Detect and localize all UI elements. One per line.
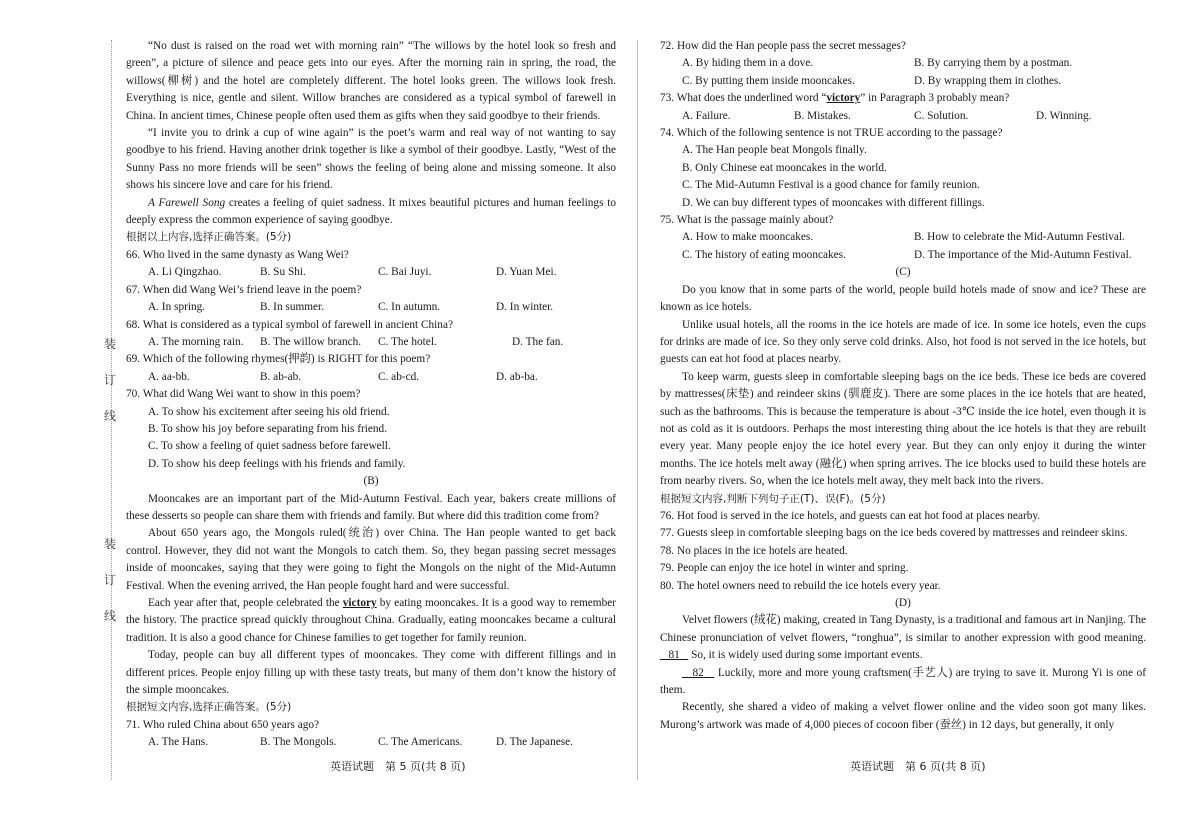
option: B. The Mongols. — [260, 736, 337, 749]
option: C. Bai Juyi. — [378, 266, 432, 279]
ice-hotel-paragraph-2: Unlike usual hotels, all the rooms in the ice hotels are made of ice. In some ice hotels, even the cups for drinks are made of ice. So they only serve cold drinks. Also, hot food is not served in the ice hotels, but guests can eat hot food at places nearby. — [660, 318, 1146, 366]
option: C. The Mid-Autumn Festival is a good chance for family reunion. — [682, 179, 980, 192]
option: A. In spring. — [148, 301, 206, 314]
blank-82[interactable]: 82 — [692, 666, 704, 679]
poem-analysis-paragraph-1: “No dust is raised on the road wet with morning rain” “The willows by the hotel look so fresh and green”, a picture of silence and peace gets into our eyes. After the morning rain in spring, the road, the willows(柳树) and the hotel are completely different. The hotel looks green. The willows look fresh. Everything is nice, gentle and silent. Willow branches are considered as a typical symbol of farewell in China. In ancient times, Chinese people often used them as gifts when they said goodbye to their friends. — [126, 40, 616, 122]
paragraph-text: creates a feeling of quiet sadness. It mixes beautiful pictures and human feelings to deeply express the common experience of saying goodbye. — [126, 196, 616, 227]
option: D. Yuan Mei. — [496, 266, 557, 279]
velvet-paragraph-1 — [660, 612, 1146, 664]
tf-question-78: 78. No places in the ice hotels are heated. — [660, 544, 848, 557]
question-74: 74. Which of the following sentence is not TRUE according to the passage? — [660, 127, 1003, 140]
question-73 — [660, 90, 1146, 107]
option: C. In autumn. — [378, 301, 441, 314]
option: B. In summer. — [260, 301, 325, 314]
question-68-options — [126, 334, 616, 351]
binding-char: 装 — [103, 337, 116, 351]
instruction-b: 根据短文内容,选择正确答案。(5分) — [126, 701, 292, 714]
option: C. The hotel. — [378, 335, 437, 348]
question-68: 68. What is considered as a typical symbol of farewell in ancient China? — [126, 318, 453, 331]
question-75: 75. What is the passage mainly about? — [660, 214, 834, 227]
option: C. By putting them inside mooncakes. — [682, 74, 855, 87]
option: D. ab-ba. — [496, 370, 538, 383]
option: A. Li Qingzhao. — [148, 266, 222, 279]
option: B. The willow branch. — [260, 335, 362, 348]
binding-char: 线 — [103, 609, 116, 623]
option: A. The Hans. — [148, 736, 209, 749]
question-70: 70. What did Wang Wei want to show in this poem? — [126, 388, 361, 401]
binding-marks — [100, 335, 120, 625]
binding-char: 装 — [103, 537, 116, 551]
instruction-a: 根据以上内容,选择正确答案。(5分) — [126, 231, 292, 244]
section-b-heading: (B) — [363, 475, 379, 488]
option: B. Only Chinese eat mooncakes in the world. — [682, 161, 887, 174]
option: B. How to celebrate the Mid-Autumn Festival. — [914, 231, 1125, 244]
poem-title: A Farewell Song — [148, 196, 226, 209]
binding-char: 线 — [103, 409, 116, 423]
tf-question-79: 79. People can enjoy the ice hotel in winter and spring. — [660, 562, 909, 575]
question-72-options — [660, 55, 1146, 90]
option: B. Su Shi. — [260, 266, 306, 279]
option: D. The fan. — [512, 335, 564, 348]
option: D. The importance of the Mid-Autumn Festival. — [914, 248, 1132, 261]
option: C. ab-cd. — [378, 370, 420, 383]
paragraph-text: Each year after that, people celebrated the — [148, 597, 343, 609]
option: C. Solution. — [914, 109, 969, 122]
question-69-options — [126, 369, 616, 386]
question-75-options — [660, 229, 1146, 264]
option: B. ab-ab. — [260, 370, 302, 383]
tf-question-80: 80. The hotel owners need to rebuild the ice hotels every year. — [660, 579, 941, 592]
binding-char: 订 — [103, 573, 116, 587]
poem-analysis-paragraph-2: “I invite you to drink a cup of wine again” is the poet’s warm and real way of not wanting to say goodbye to his friend. Having another drink together is like a symbol of their goodbye. Lastly, “West of the Sunny Pass no more friends will be seen” shows the feeling of being alone and missing someone. It also shows his sincere love and care for his friend. — [126, 127, 616, 192]
option: A. To show his excitement after seeing his old friend. — [148, 405, 390, 418]
binding-char: 订 — [103, 373, 116, 387]
option: A. The Han people beat Mongols finally. — [682, 144, 867, 157]
left-page — [126, 38, 616, 752]
question-66-options — [126, 264, 616, 281]
option: B. Mistakes. — [794, 109, 851, 122]
mooncake-paragraph-3 — [126, 595, 616, 647]
option: A. How to make mooncakes. — [682, 231, 814, 244]
underlined-word: victory — [826, 92, 861, 105]
option: D. Winning. — [1036, 109, 1092, 122]
poem-analysis-paragraph-3 — [126, 195, 616, 230]
mooncake-paragraph-2: About 650 years ago, the Mongols ruled(统治) over China. The Han people wanted to get back control. However, they did not want the Mongols to catch them. So, they began passing secret messages inside of mooncakes, saying that they were going to fight the Mongols on the night of the Mid-Autumn Festival. When the evening arrived, the Han people fought hard and were successful. — [126, 527, 616, 592]
question-66: 66. Who lived in the same dynasty as Wang Wei? — [126, 248, 349, 261]
mooncake-paragraph-1: Mooncakes are an important part of the Mid-Autumn Festival. Each year, bakers create millions of these desserts so people can share them with friends and family. But where did this tradition come from? — [126, 492, 616, 522]
option: C. The history of eating mooncakes. — [682, 248, 846, 261]
tf-question-77: 77. Guests sleep in comfortable sleeping bags on the ice beds covered by mattresses and reindeer skins. — [660, 527, 1128, 540]
question-67-options — [126, 299, 616, 316]
underlined-word: victory — [342, 597, 377, 609]
ice-hotel-paragraph-1: Do you know that in some parts of the world, people build hotels made of snow and ice? These are known as ice hotels. — [660, 283, 1146, 314]
paragraph-text: by eating mooncakes. It is a good way to remember the history. The practice spread quickly throughout China. Gradually, eating mooncakes became a cultural tradition. It is also a good chance for Chinese families to get together for family reunion. — [126, 597, 616, 644]
question-71-options — [126, 734, 616, 751]
option: A. aa-bb. — [148, 370, 190, 383]
option: D. To show his deep feelings with his friends and family. — [148, 457, 406, 470]
option: C. The Americans. — [378, 736, 463, 749]
option: B. To show his joy before separating from his friend. — [148, 422, 388, 435]
right-page — [660, 38, 1146, 734]
paragraph-text: Velvet flowers (绒花) making, created in Tang Dynasty, is a traditional and famous art in Nanjing. The Chinese pronunciation of velvet flowers, “ronghua”, is similar to another expression with good meaning. — [660, 614, 1146, 644]
option: D. In winter. — [496, 301, 554, 314]
paragraph-text: So, it is widely used during some important events. — [691, 649, 923, 662]
question-text: 73. What does the underlined word “ — [660, 92, 827, 105]
blank-81[interactable]: 81 — [668, 649, 680, 662]
right-page-footer: 英语试题 第 6 页(共 8 页) — [850, 760, 986, 773]
option: D. The Japanese. — [496, 736, 573, 749]
option: A. By hiding them in a dove. — [682, 57, 814, 70]
instruction-c: 根据短文内容,判断下列句子正(T)、误(F)。(5分) — [660, 492, 886, 505]
question-69: 69. Which of the following rhymes(押韵) is RIGHT for this poem? — [126, 353, 431, 366]
question-73-options — [660, 108, 1146, 125]
option: C. To show a feeling of quiet sadness before farewell. — [148, 440, 391, 453]
question-71: 71. Who ruled China about 650 years ago? — [126, 718, 320, 731]
section-d-heading: (D) — [895, 597, 911, 609]
option: D. By wrapping them in clothes. — [914, 74, 1062, 87]
ice-hotel-paragraph-3: To keep warm, guests sleep in comfortable sleeping bags on the ice beds. These ice beds are covered by mattresses(床垫) and reindeer skins (驯鹿皮). There are some places in the ice hotels that are heated, such as the bathrooms. This is because the temperature is about -3℃ inside the ice hotel, even though it is not as cold as it is outdoors. Perhaps the most interesting thing about the ice hotels is that they are rebuilt every year. Many people enjoy the ice hotel every year. But they can only enjoy it during the winter months. The ice hotels melt away (融化) when spring arrives. The ice blocks used to build these hotels are from nearby rivers. So, when the ice hotels melt away, they melt back into the rivers. — [660, 370, 1146, 488]
paragraph-text: Luckily, more and more young craftsmen(手艺人) are trying to save it. Murong Yi is one of them. — [660, 666, 1146, 697]
option: A. The morning rain. — [148, 335, 244, 348]
tf-question-76: 76. Hot food is served in the ice hotels, and guests can eat hot food at places nearby. — [660, 509, 1041, 522]
question-72: 72. How did the Han people pass the secret messages? — [660, 40, 906, 52]
velvet-paragraph-3: Recently, she shared a video of making a velvet flower online and the video soon got many likes. Murong’s artwork was made of 4,000 pieces of cocoon fiber (蚕丝) in 12 days, but generally, it only — [660, 701, 1146, 731]
column-divider — [637, 40, 638, 780]
section-c-heading: (C) — [895, 266, 911, 279]
mooncake-paragraph-4: Today, people can buy all different types of mooncakes. They come with different fillings and in different prices. People enjoy filling up with these tasty treats, but many of them don’t know the history of the simple mooncakes. — [126, 649, 616, 697]
option: D. We can buy different types of mooncakes with different fillings. — [682, 196, 985, 209]
velvet-paragraph-2 — [660, 665, 1146, 700]
question-text: ” in Paragraph 3 probably mean? — [860, 92, 1010, 105]
option: B. By carrying them by a postman. — [914, 57, 1073, 70]
question-67: 67. When did Wang Wei’s friend leave in the poem? — [126, 283, 362, 296]
option: A. Failure. — [682, 109, 731, 122]
left-page-footer: 英语试题 第 5 页(共 8 页) — [330, 760, 466, 773]
